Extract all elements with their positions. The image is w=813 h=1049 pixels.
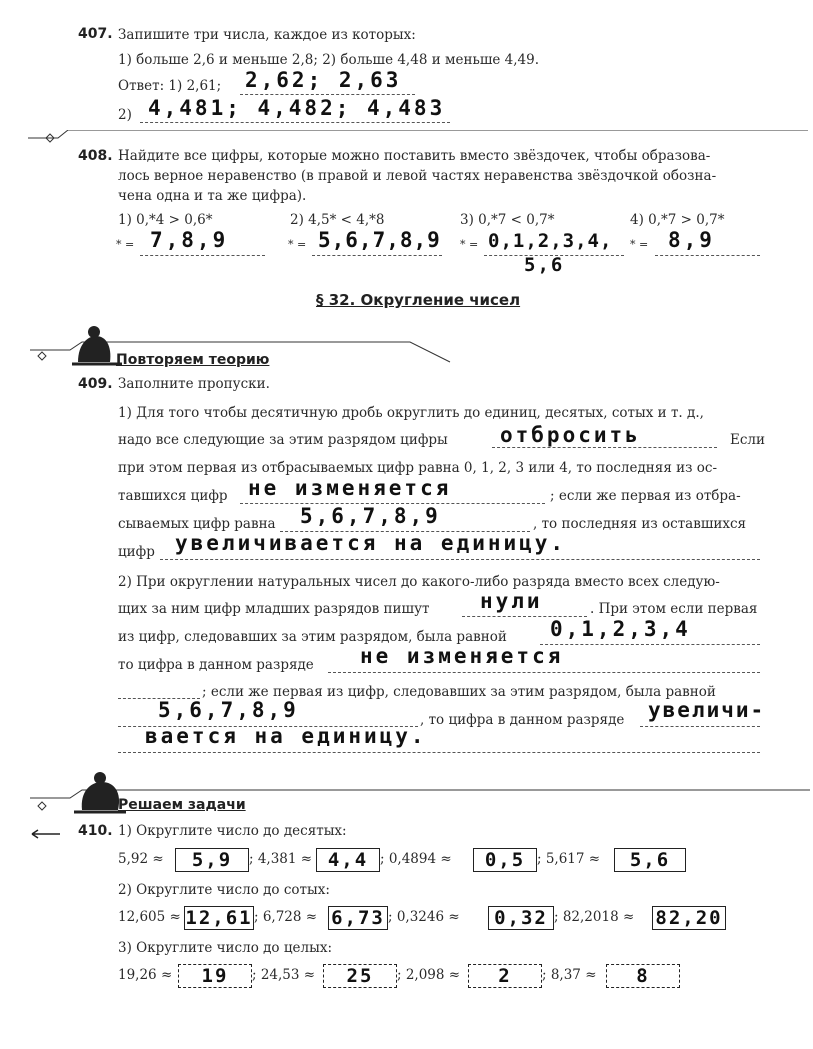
- expression: 5,92 ≈: [118, 851, 164, 867]
- handwritten-answer: не изменяется: [360, 644, 564, 668]
- handwritten-answer: 7,8,9: [150, 228, 229, 252]
- problem-number: 410.: [78, 823, 113, 839]
- answer-line: [655, 255, 760, 256]
- answer-row: [118, 964, 718, 990]
- answer-box: 8: [606, 964, 680, 988]
- handwritten-answer: не изменяется: [248, 476, 452, 500]
- handwritten-answer: отбросить: [500, 423, 641, 447]
- handwritten-answer: 8,9: [668, 228, 715, 252]
- star-label: * =: [460, 238, 479, 251]
- star-label: * =: [116, 238, 135, 251]
- handwritten-answer: 5,6: [524, 254, 565, 276]
- star-label: * =: [288, 238, 307, 251]
- expression: ; 24,53 ≈: [252, 967, 316, 983]
- answer-box: 2: [468, 964, 542, 988]
- task-text: . При этом если первая: [590, 601, 758, 617]
- answer-line: [492, 447, 717, 448]
- task-text: Заполните пропуски.: [118, 376, 270, 392]
- answer-row: [118, 906, 738, 932]
- handwritten-answer: нули: [480, 589, 543, 613]
- task-text: 1) Для того чтобы десятичную дробь округлить до единиц, десятых, сотых и т. д.,: [118, 405, 704, 421]
- task-text: ; если же первая из отбра-: [550, 488, 741, 504]
- answer-line: [640, 726, 760, 727]
- expression: 12,605 ≈: [118, 909, 181, 925]
- answer-line: [118, 752, 760, 753]
- task-text: Найдите все цифры, которые можно поставить вместо звёздочек, чтобы образова-: [118, 148, 711, 164]
- handwritten-answer: 5,6,7,8,9: [158, 698, 299, 722]
- handwritten-answer: увеличивается на единицу.: [175, 531, 567, 555]
- handwritten-answer: 0,1,2,3,4,: [488, 230, 613, 252]
- inequality: 3) 0,*7 < 0,7*: [460, 212, 555, 228]
- answer-row: [118, 848, 718, 874]
- answer-box: 25: [323, 964, 397, 988]
- expression: ; 0,3246 ≈: [388, 909, 460, 925]
- task-text: 3) Округлите число до целых:: [118, 940, 332, 956]
- answer-box: 6,73: [328, 906, 388, 930]
- star-label: * =: [630, 238, 649, 251]
- subsection-title: Решаем задачи: [118, 797, 246, 813]
- task-text: Запишите три числа, каждое из которых:: [118, 27, 416, 43]
- answer-box: 5,6: [614, 848, 686, 872]
- problem-number: 407.: [78, 26, 113, 42]
- answer-label: 2): [118, 107, 132, 123]
- task-text: сываемых цифр равна: [118, 516, 276, 532]
- task-condition: 1) больше 2,6 и меньше 2,8; 2) больше 4,48 и меньше 4,49.: [118, 52, 540, 68]
- answer-line: [312, 255, 442, 256]
- answer-box: 0,5: [473, 848, 537, 872]
- handwritten-answer: 2,62; 2,63: [245, 68, 402, 92]
- answer-line: [240, 94, 415, 95]
- expression: ; 0,4894 ≈: [380, 851, 452, 867]
- expression: ; 2,098 ≈: [397, 967, 461, 983]
- answer-line: [328, 672, 760, 673]
- problem-number: 408.: [78, 148, 113, 164]
- answer-box: 4,4: [316, 848, 380, 872]
- task-text: цифр: [118, 544, 155, 560]
- task-text: то цифра в данном разряде: [118, 657, 314, 673]
- task-text: лось верное неравенство (в правой и левой частях неравенства звёздочкой обозна-: [118, 168, 717, 184]
- section-title: § 32. Округление чисел: [316, 291, 521, 309]
- task-text: , то цифра в данном разряде: [420, 712, 625, 728]
- handwritten-answer: 5,6,7,8,9: [318, 228, 441, 252]
- handwritten-answer: 4,481; 4,482; 4,483: [148, 96, 446, 120]
- task-text: 2) Округлите число до сотых:: [118, 882, 330, 898]
- answer-line: [140, 255, 265, 256]
- answer-box: 5,9: [175, 848, 249, 872]
- task-text: ; если же первая из цифр, следовавших за этим разрядом, была равной: [202, 684, 716, 700]
- task-text: Если: [730, 432, 765, 448]
- task-text: чена одна и та же цифра).: [118, 188, 307, 204]
- task-text: из цифр, следовавших за этим разрядом, была равной: [118, 629, 507, 645]
- handwritten-answer: вается на единицу.: [145, 724, 427, 748]
- answer-box: 12,61: [185, 907, 253, 929]
- arrow-icon: [30, 826, 70, 840]
- answer-label: Ответ: 1) 2,61;: [118, 78, 222, 94]
- diamond-icon: [28, 130, 808, 150]
- answer-box: 0,32: [488, 906, 554, 930]
- expression: ; 82,2018 ≈: [554, 909, 635, 925]
- inequality: 4) 0,*7 > 0,7*: [630, 212, 725, 228]
- expression: 19,26 ≈: [118, 967, 173, 983]
- problem-number: 409.: [78, 376, 113, 392]
- expression: ; 4,381 ≈: [249, 851, 313, 867]
- handwritten-answer: 5,6,7,8,9: [300, 504, 441, 528]
- task-text: , то последняя из оставшихся: [533, 516, 747, 532]
- task-text: тавшихся цифр: [118, 488, 228, 504]
- answer-line: [160, 559, 760, 560]
- answer-line: [140, 122, 450, 123]
- subsection-title: Повторяем теорию: [116, 352, 270, 368]
- answer-box: 19: [178, 964, 252, 988]
- inequality: 2) 4,5* < 4,*8: [290, 212, 385, 228]
- inequality: 1) 0,*4 > 0,6*: [118, 212, 213, 228]
- task-text: 2) При округлении натуральных чисел до какого-либо разряда вместо всех следую-: [118, 574, 720, 590]
- task-text: щих за ним цифр младших разрядов пишут: [118, 601, 430, 617]
- expression: ; 8,37 ≈: [542, 967, 597, 983]
- expression: ; 6,728 ≈: [254, 909, 318, 925]
- answer-box: 82,20: [652, 906, 726, 930]
- handwritten-answer: 0,1,2,3,4: [550, 617, 691, 641]
- task-text: надо все следующие за этим разрядом цифры: [118, 432, 448, 448]
- task-text: при этом первая из отбрасываемых цифр равна 0, 1, 2, 3 или 4, то последняя из ос-: [118, 460, 718, 476]
- handwritten-answer: увеличи-: [648, 698, 766, 722]
- answer-line: [540, 644, 760, 645]
- expression: ; 5,617 ≈: [537, 851, 601, 867]
- task-text: 1) Округлите число до десятых:: [118, 823, 347, 839]
